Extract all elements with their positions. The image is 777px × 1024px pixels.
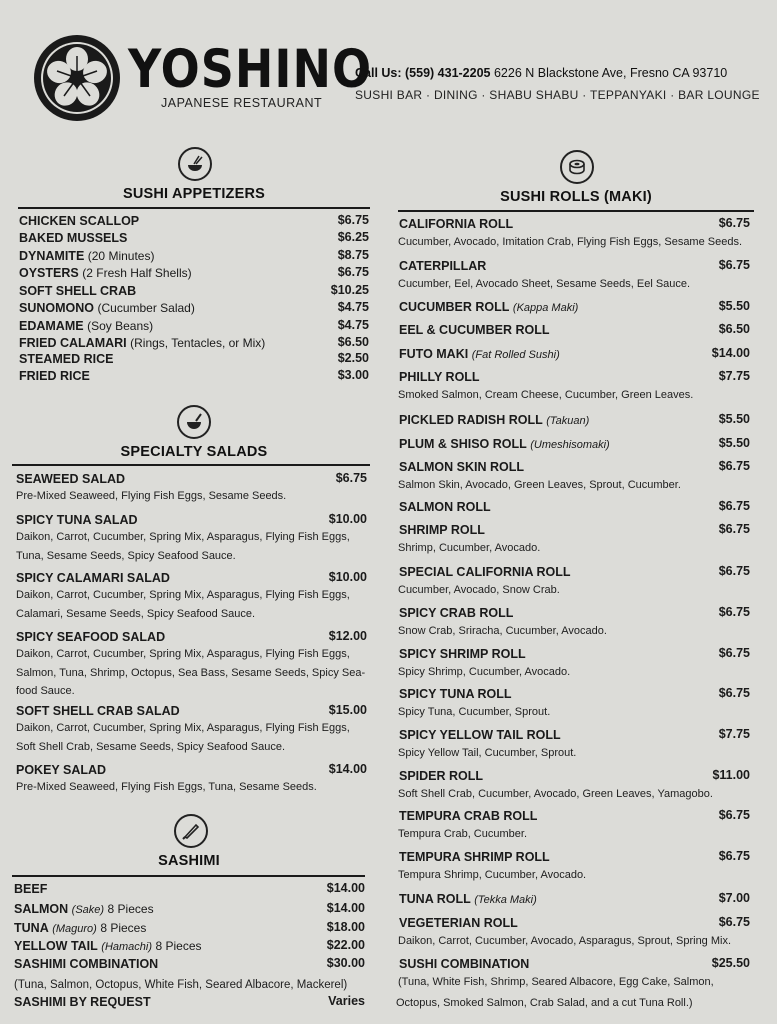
menu-item-name — [399, 915, 518, 932]
menu-item-name — [19, 265, 192, 282]
menu-item-name — [14, 956, 158, 973]
menu-item-name — [399, 346, 560, 364]
item-title: FUTO MAKI — [399, 347, 469, 361]
item-price: $4.75 — [337, 300, 369, 314]
menu-item-name — [399, 459, 524, 476]
item-price: $5.50 — [718, 299, 750, 313]
item-note: (Takuan) — [546, 415, 590, 427]
item-price: $14.00 — [326, 881, 365, 895]
item-price: $6.75 — [718, 849, 750, 863]
menu-item-name — [19, 318, 153, 335]
item-price: $6.75 — [718, 216, 750, 230]
item-title: PLUM & SHISO ROLL — [399, 437, 527, 451]
item-title: PICKLED RADISH ROLL — [399, 413, 543, 427]
menu-item-name — [399, 412, 589, 430]
item-description: Octopus, Smoked Salmon, Crab Salad, and a cut Tuna Roll.) — [396, 997, 693, 1009]
item-title: CUCUMBER ROLL — [399, 300, 510, 314]
item-description: Spicy Tuna, Cucumber, Sprout. — [398, 706, 551, 718]
menu-item-name — [19, 300, 195, 317]
item-description: Cucumber, Eel, Avocado Sheet, Sesame Seeds, Eel Sauce. — [398, 278, 691, 290]
item-price: $6.75 — [718, 808, 750, 822]
menu-item-name — [399, 646, 526, 663]
item-price: $6.50 — [718, 322, 750, 336]
divider — [398, 210, 754, 212]
item-title: SEAWEED SALAD — [16, 472, 126, 486]
menu-item-name — [19, 335, 265, 352]
menu-item-name — [399, 299, 578, 317]
address: 6226 N Blackstone Ave, Fresno CA 93710 — [493, 66, 728, 80]
item-price: $6.75 — [718, 605, 750, 619]
menu-item-name — [399, 686, 512, 703]
item-title: SPICY SEAFOOD SALAD — [16, 630, 166, 644]
item-title: TEMPURA SHRIMP ROLL — [399, 850, 550, 864]
menu-item-name — [399, 849, 550, 866]
item-price: $6.75 — [335, 471, 367, 485]
menu-item-name — [399, 564, 571, 581]
item-title: SPIDER ROLL — [399, 769, 484, 783]
phone-link[interactable]: Call Us: (559) 431-2205 — [355, 66, 491, 80]
item-description: Pre-Mixed Seaweed, Flying Fish Eggs, Tuna, Sesame Seeds. — [16, 781, 317, 793]
item-title: PHILLY ROLL — [399, 370, 480, 384]
item-title: CHICKEN SCALLOP — [19, 214, 140, 228]
item-title: SALMON ROLL — [399, 500, 491, 514]
item-title: SPICY YELLOW TAIL ROLL — [399, 728, 561, 742]
item-description: food Sauce. — [16, 685, 75, 697]
item-price: $7.75 — [718, 727, 750, 741]
item-title: EEL & CUCUMBER ROLL — [399, 323, 550, 337]
item-description: Spicy Shrimp, Cucumber, Avocado. — [398, 666, 571, 678]
item-price: $6.75 — [718, 459, 750, 473]
item-title: FRIED CALAMARI — [19, 336, 127, 350]
item-title: SUSHI COMBINATION — [399, 957, 530, 971]
item-description: Soft Shell Crab, Sesame Seeds, Spicy Seafood Sauce. — [16, 740, 286, 753]
menu-item-name — [399, 727, 561, 744]
item-note: 8 Pieces — [107, 902, 154, 916]
section-title-salads: SPECIALTY SALADS — [120, 444, 268, 460]
item-price: $5.50 — [718, 436, 750, 450]
menu-item-name — [399, 258, 486, 275]
item-price: $18.00 — [326, 920, 365, 934]
item-title: SPICY SHRIMP ROLL — [399, 647, 526, 661]
item-price: $3.00 — [337, 368, 369, 382]
menu-item-name — [399, 768, 483, 785]
item-price: $8.75 — [337, 248, 369, 262]
menu-item-name — [399, 322, 549, 339]
item-title: STEAMED RICE — [19, 352, 114, 366]
item-note: (Maguro) — [52, 923, 97, 935]
item-title: SPICY TUNA ROLL — [399, 687, 512, 701]
menu-item-name — [16, 471, 125, 488]
contact-line — [355, 66, 727, 80]
menu-item-name — [16, 703, 180, 720]
item-note: (Rings, Tentacles, or Mix) — [130, 336, 266, 350]
services-line: SUSHI BAR · DINING · SHABU SHABU · TEPPANYAKI · BAR LOUNGE — [355, 88, 760, 102]
menu-item-name — [399, 499, 491, 516]
item-price: $30.00 — [326, 956, 365, 970]
item-price: $22.00 — [326, 938, 365, 952]
divider — [12, 464, 370, 466]
item-title: YELLOW TAIL — [14, 939, 98, 953]
menu-item-name — [19, 351, 113, 368]
item-note: (Fat Rolled Sushi) — [471, 349, 560, 361]
item-price: $11.00 — [712, 768, 750, 782]
item-title: CATERPILLAR — [399, 259, 487, 273]
divider — [18, 207, 370, 209]
menu-item-name — [16, 762, 106, 779]
menu-item-name — [399, 605, 513, 622]
menu-item-name — [19, 368, 90, 385]
menu-item-name — [14, 881, 47, 898]
item-price: $6.75 — [718, 499, 750, 513]
item-price: $10.00 — [328, 512, 367, 526]
menu-item-name — [14, 994, 151, 1011]
section-title-appetizers: SUSHI APPETIZERS — [122, 186, 266, 202]
sushi-roll-icon — [560, 150, 594, 184]
knife-icon — [174, 814, 208, 848]
item-description: Cucumber, Avocado, Snow Crab. — [398, 584, 560, 596]
menu-item-name — [14, 938, 202, 956]
menu-item-name — [19, 213, 139, 230]
item-price: $10.00 — [328, 570, 367, 584]
menu-item-name — [399, 522, 485, 539]
item-note: (Hamachi) — [101, 941, 153, 953]
item-title: TUNA ROLL — [399, 892, 471, 906]
item-price: $14.00 — [711, 346, 750, 360]
item-title: TEMPURA CRAB ROLL — [399, 809, 538, 823]
item-note: 8 Pieces — [100, 921, 147, 935]
item-description: (Tuna, Salmon, Octopus, White Fish, Seared Albacore, Mackerel) — [14, 979, 348, 991]
item-description: Smoked Salmon, Cream Cheese, Cucumber, Green Leaves. — [398, 389, 694, 401]
item-price: $5.50 — [718, 412, 750, 426]
item-description: Pre-Mixed Seaweed, Flying Fish Eggs, Sesame Seeds. — [16, 490, 287, 502]
item-title: SALMON — [14, 902, 69, 916]
menu-item-name — [399, 956, 529, 973]
item-title: POKEY SALAD — [16, 763, 107, 777]
item-title: SOFT SHELL CRAB SALAD — [16, 704, 180, 718]
item-note: (Soy Beans) — [87, 319, 154, 333]
item-title: SOFT SHELL CRAB — [19, 284, 137, 298]
item-note: (Kappa Maki) — [512, 302, 579, 314]
bowl-chopsticks-icon — [178, 147, 212, 181]
item-note: (Umeshisomaki) — [530, 439, 610, 451]
item-description: Daikon, Carrot, Cucumber, Spring Mix, Asparagus, Flying Fish Eggs, — [16, 589, 350, 601]
item-title: OYSTERS — [19, 266, 79, 280]
menu-item-name — [16, 570, 170, 587]
item-description: Tempura Crab, Cucumber. — [398, 828, 527, 840]
item-price: $14.00 — [328, 762, 367, 776]
item-price: $14.00 — [326, 901, 365, 915]
item-title: SUNOMONO — [19, 301, 94, 315]
menu-item-name — [399, 369, 480, 386]
restaurant-subtitle: JAPANESE RESTAURANT — [161, 96, 323, 110]
item-title: FRIED RICE — [19, 369, 90, 383]
item-price: $15.00 — [328, 703, 367, 717]
item-title: SPICY CRAB ROLL — [399, 606, 514, 620]
item-title: TUNA — [14, 921, 49, 935]
item-description: Calamari, Sesame Seeds, Spicy Seafood Sauce. — [16, 607, 256, 620]
item-price: Varies — [328, 994, 365, 1008]
item-description: Daikon, Carrot, Cucumber, Avocado, Asparagus, Sprout, Spring Mix. — [398, 935, 732, 947]
item-note: 8 Pieces — [155, 939, 202, 953]
section-title-sashimi: SASHIMI — [158, 853, 220, 869]
restaurant-name: YOSHINO — [128, 37, 373, 100]
menu-item-name — [19, 283, 136, 300]
item-description: Tuna, Sesame Seeds, Spicy Seafood Sauce. — [16, 549, 236, 562]
item-description: Cucumber, Avocado, Imitation Crab, Flying Fish Eggs, Sesame Seeds. — [398, 236, 743, 248]
item-price: $4.75 — [337, 318, 369, 332]
item-title: SPICY CALAMARI SALAD — [16, 571, 170, 585]
item-description: Shrimp, Cucumber, Avocado. — [398, 542, 541, 554]
item-title: BEEF — [14, 882, 48, 896]
menu-item-name — [399, 891, 537, 909]
item-title: SPECIAL CALIFORNIA ROLL — [399, 565, 571, 579]
section-title-rolls: SUSHI ROLLS (MAKI) — [500, 189, 652, 205]
flower-crest-icon — [33, 34, 121, 122]
item-note: (Tekka Maki) — [474, 894, 537, 906]
item-title: SPICY TUNA SALAD — [16, 513, 138, 527]
item-title: SALMON SKIN ROLL — [399, 460, 524, 474]
menu-item-name — [16, 512, 138, 529]
item-price: $25.50 — [711, 956, 750, 970]
item-price: $6.75 — [718, 646, 750, 660]
item-price: $6.50 — [337, 335, 369, 349]
item-description: Spicy Yellow Tail, Cucumber, Sprout. — [398, 747, 577, 759]
item-price: $6.75 — [718, 258, 750, 272]
item-price: $2.50 — [337, 351, 369, 365]
item-price: $12.00 — [328, 629, 367, 643]
menu-item-name — [399, 808, 537, 825]
item-price: $6.25 — [337, 230, 369, 244]
item-description: Daikon, Carrot, Cucumber, Spring Mix, Asparagus, Flying Fish Eggs, — [16, 531, 350, 543]
menu-item-name — [399, 216, 513, 233]
item-title: EDAMAME — [19, 319, 84, 333]
item-description: Salmon Skin, Avocado, Green Leaves, Sprout, Cucumber. — [398, 479, 681, 491]
item-description: Daikon, Carrot, Cucumber, Spring Mix, Asparagus, Flying Fish Eggs, — [16, 648, 350, 660]
item-description: Soft Shell Crab, Cucumber, Avocado, Green Leaves, Yamagobo. — [398, 788, 713, 800]
item-title: SASHIMI COMBINATION — [14, 957, 159, 971]
item-title: SASHIMI BY REQUEST — [14, 995, 151, 1009]
item-title: SHRIMP ROLL — [399, 523, 485, 537]
item-title: CALIFORNIA ROLL — [399, 217, 514, 231]
mortar-bowl-icon — [177, 405, 211, 439]
menu-item-name — [14, 920, 146, 938]
menu-item-name — [19, 248, 154, 265]
item-description: Daikon, Carrot, Cucumber, Spring Mix, Asparagus, Flying Fish Eggs, — [16, 722, 350, 734]
item-price: $6.75 — [718, 522, 750, 536]
item-description: Snow Crab, Sriracha, Cucumber, Avocado. — [398, 625, 607, 637]
item-price: $7.00 — [718, 891, 750, 905]
menu-item-name — [19, 230, 127, 247]
item-note: (Cucumber Salad) — [97, 301, 195, 315]
item-description: Salmon, Tuna, Shrimp, Octopus, Sea Bass, Sesame Seeds, Spicy Sea- — [16, 666, 366, 679]
divider — [12, 875, 365, 877]
item-title: BAKED MUSSELS — [19, 231, 128, 245]
item-price: $6.75 — [718, 686, 750, 700]
item-price: $6.75 — [718, 564, 750, 578]
item-price: $6.75 — [337, 213, 369, 227]
menu-item-name — [16, 629, 165, 646]
item-price: $6.75 — [718, 915, 750, 929]
item-price: $7.75 — [718, 369, 750, 383]
item-title: DYNAMITE — [19, 249, 85, 263]
menu-item-name — [14, 901, 154, 919]
item-price: $6.75 — [337, 265, 369, 279]
menu-item-name — [399, 436, 610, 454]
item-note: (Sake) — [71, 904, 105, 916]
item-note: (20 Minutes) — [87, 249, 155, 263]
item-description: (Tuna, White Fish, Shrimp, Seared Albacore, Egg Cake, Salmon, — [398, 976, 714, 988]
item-title: VEGETERIAN ROLL — [399, 916, 518, 930]
item-note: (2 Fresh Half Shells) — [82, 266, 192, 280]
item-price: $10.25 — [330, 283, 369, 297]
item-description: Tempura Shrimp, Cucumber, Avocado. — [398, 869, 587, 881]
